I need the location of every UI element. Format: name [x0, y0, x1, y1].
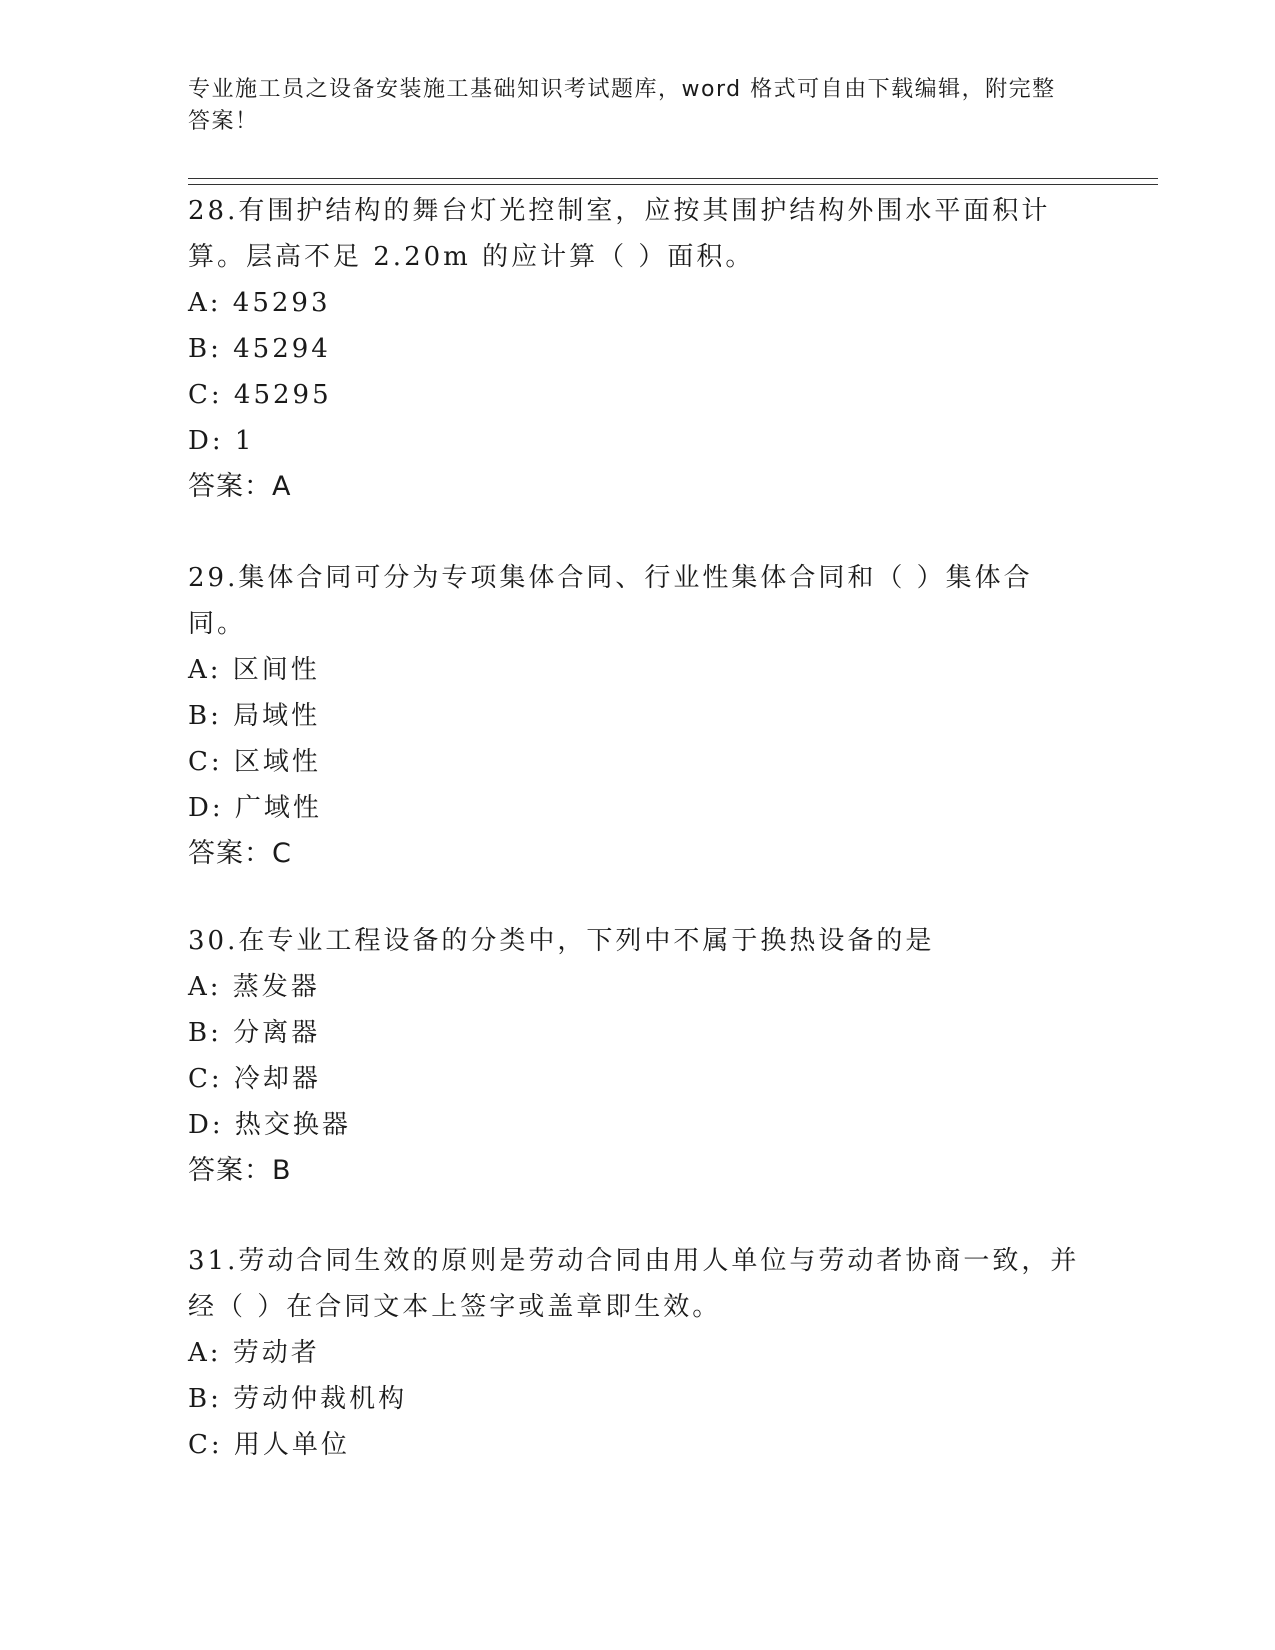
- question-stem: 29.集体合同可分为专项集体合同、行业性集体合同和（ ）集体合同。: [188, 563, 1033, 639]
- option-d: D: 1: [188, 426, 255, 456]
- option-a: A: 蒸发器: [188, 972, 320, 1002]
- option-b: B: 劳动仲裁机构: [188, 1384, 408, 1414]
- option-c: C: 区域性: [188, 747, 321, 777]
- answer: 答案：B: [188, 1155, 292, 1186]
- option-d: D: 广域性: [188, 793, 322, 823]
- question-30: [188, 918, 1088, 1194]
- option-b: B: 局域性: [188, 701, 321, 731]
- option-c: C: 用人单位: [188, 1430, 350, 1460]
- document-header: 专业施工员之设备安装施工基础知识考试题库，word 格式可自由下载编辑，附完整答案！: [188, 77, 1056, 134]
- option-c: C: 冷却器: [188, 1064, 321, 1094]
- option-b: B: 45294: [188, 334, 331, 364]
- option-b: B: 分离器: [188, 1018, 321, 1048]
- option-c: C: 45295: [188, 380, 332, 410]
- header-divider: [188, 178, 1158, 185]
- question-29: [188, 555, 1088, 877]
- question-stem: 30.在专业工程设备的分类中，下列中不属于换热设备的是: [188, 926, 935, 956]
- question-31: [188, 1238, 1088, 1468]
- answer: 答案：A: [188, 471, 292, 502]
- question-28: [188, 188, 1088, 510]
- answer: 答案：C: [188, 838, 292, 869]
- option-d: D: 热交换器: [188, 1110, 351, 1140]
- option-a: A: 劳动者: [188, 1338, 320, 1368]
- question-stem: 31.劳动合同生效的原则是劳动合同由用人单位与劳动者协商一致，并经（ ）在合同文本上签字或盖章即生效。: [188, 1246, 1080, 1322]
- option-a: A: 45293: [188, 288, 331, 318]
- question-stem: 28.有围护结构的舞台灯光控制室，应按其围护结构外围水平面积计算。层高不足 2.20m 的应计算（ ）面积。: [188, 196, 1051, 272]
- document-page: [188, 0, 1158, 1650]
- option-a: A: 区间性: [188, 655, 320, 685]
